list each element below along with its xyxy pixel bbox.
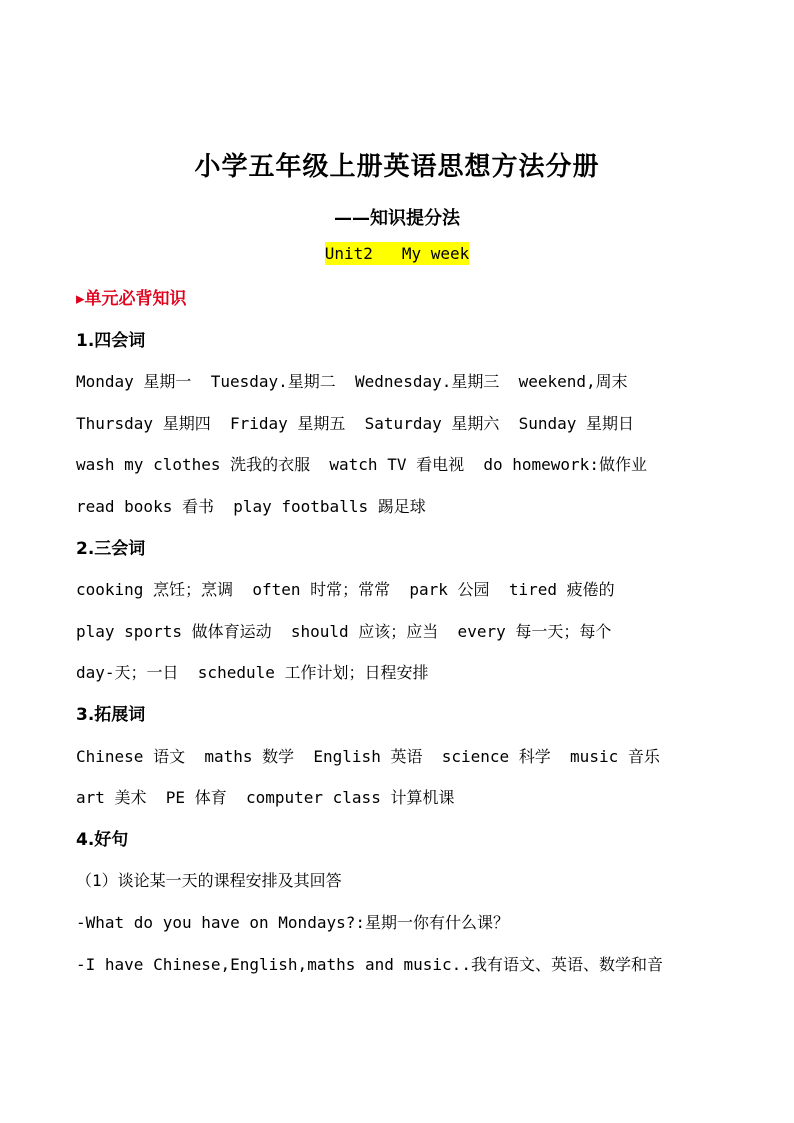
document-title: 小学五年级上册英语思想方法分册	[194, 152, 600, 182]
section-title: ▸单元必背知识	[76, 289, 187, 309]
word-line: art 美术 PE 体育 computer class 计算机课	[76, 788, 455, 808]
unit-heading	[0, 244, 794, 263]
heading-four-skill-words: 1.四会词	[76, 330, 146, 351]
word-line: cooking 烹饪；烹调 often 时常；常常 park 公园 tired 疲倦的	[76, 580, 615, 600]
word-line: Chinese 语文 maths 数学 English 英语 science 科学 music 音乐	[76, 746, 660, 766]
heading-extension-words: 3.拓展词	[76, 704, 146, 725]
heading-good-sentences: 4.好句	[76, 829, 129, 850]
word-line: wash my clothes 洗我的衣服 watch TV 看电视 do homework:做作业	[76, 455, 647, 475]
sentence-line: （1）谈论某一天的课程安排及其回答	[76, 871, 342, 891]
document-subtitle: ——知识提分法	[334, 208, 460, 229]
content-body	[76, 286, 736, 993]
sentence-line: -I have Chinese,English,maths and music..我有语文、英语、数学和音	[76, 954, 663, 974]
word-line: day-天；一日 schedule 工作计划；日程安排	[76, 663, 429, 683]
word-line: play sports 做体育运动 should 应该；应当 every 每一天；每个	[76, 621, 612, 641]
word-line: Monday 星期一 Tuesday.星期二 Wednesday.星期三 weekend,周末	[76, 372, 628, 392]
heading-three-skill-words: 2.三会词	[76, 538, 146, 559]
word-line: Thursday 星期四 Friday 星期五 Saturday 星期六 Sunday 星期日	[76, 413, 635, 433]
sentence-line: -What do you have on Mondays?:星期一你有什么课？	[76, 912, 509, 932]
word-line: read books 看书 play footballs 踢足球	[76, 496, 426, 516]
unit-label: Unit2 My week	[324, 244, 470, 263]
